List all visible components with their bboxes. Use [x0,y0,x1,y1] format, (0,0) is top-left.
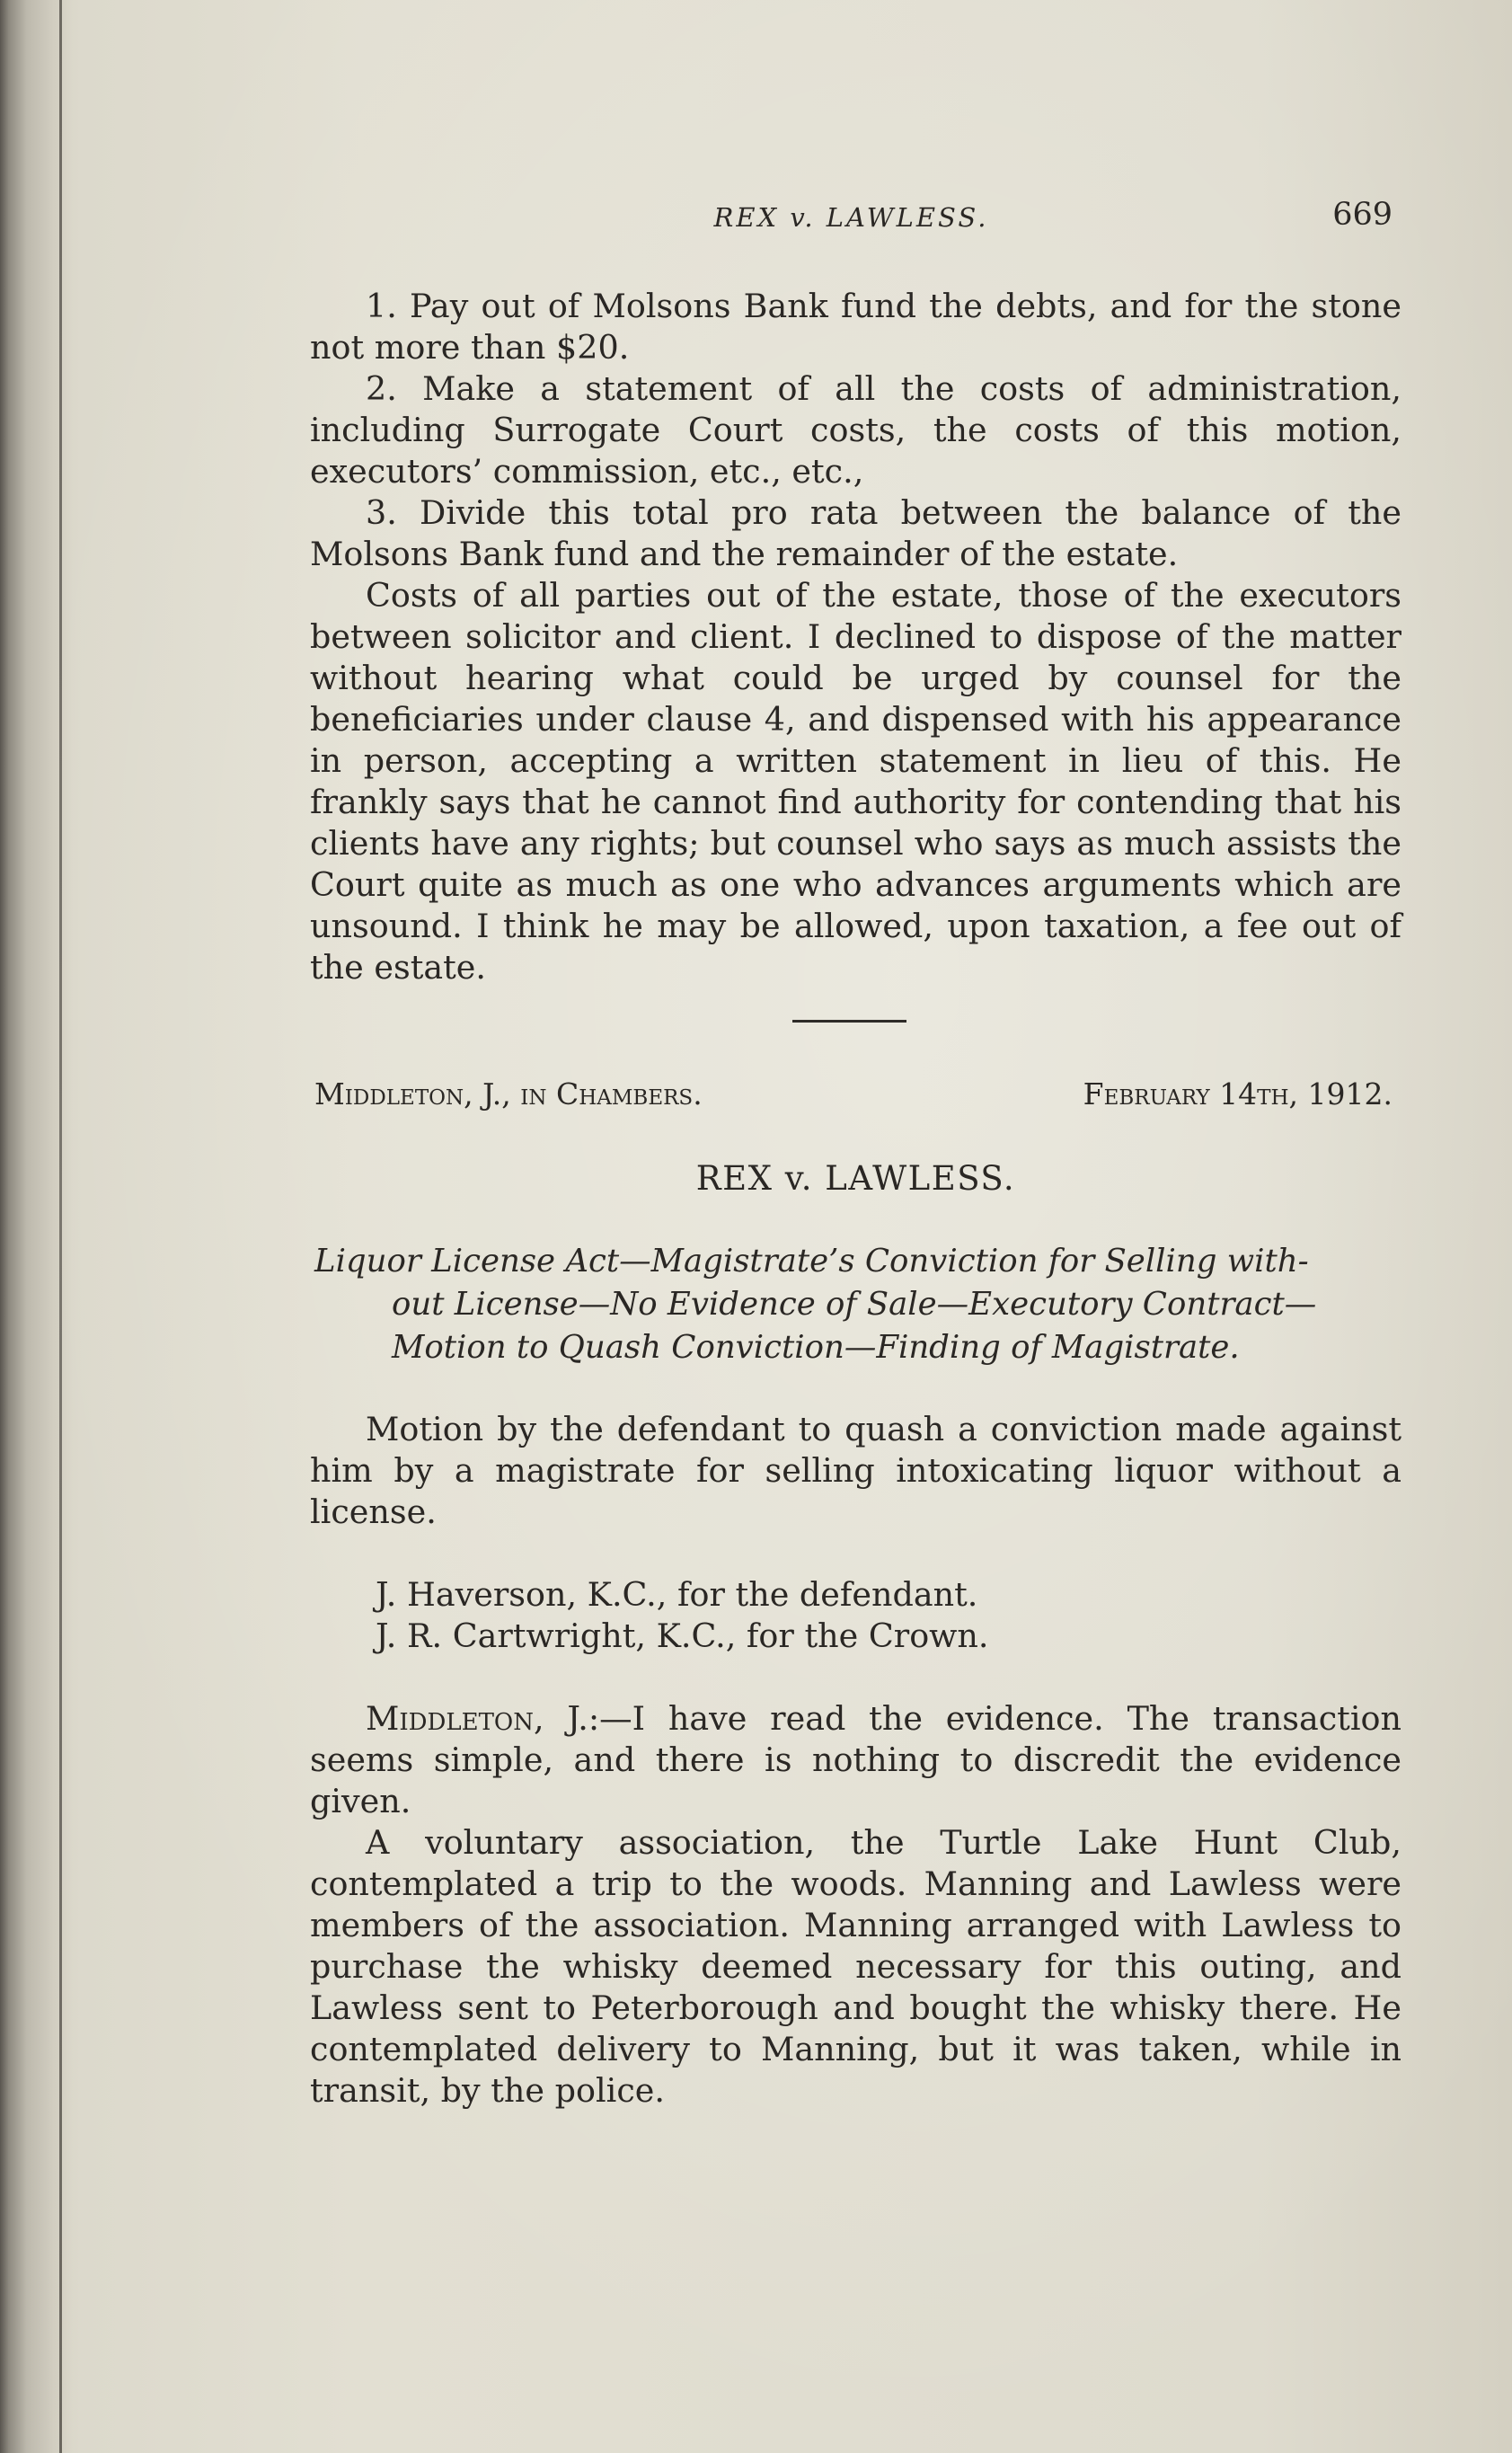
counsel-defendant: J. Haverson, K.C., for the defendant. [376,1575,978,1614]
headnote-line: Motion to Quash Conviction—Finding of Magistrate. [392,1329,1240,1366]
judgment-opening [310,1698,1401,1822]
judgment-opening-text: :—I have read the evidence. The transaction seems simple, and there is nothing to discredit the evidence given. [310,1699,1401,1820]
running-head [310,197,1393,247]
binding-edge [59,0,62,2453]
judge-name: Middleton, J. [366,1699,588,1738]
page-number: 669 [1332,197,1393,233]
costs-paragraph: Costs of all parties out of the estate, those of the executors between solicitor and client. I declined to dispose of the matter without hearing what could be urged by counsel for the beneficiaries under clause 4, and dispensed with his appearance in person, accepting a written statement in lieu of this. He frankly says that he cannot find authority for contending that his clients have any rights; but counsel who says as much assists the Court quite as much as one who advances arguments which are unsound. I think he may be allowed, upon taxation, a fee out of the estate. [310,576,1401,987]
judge-date-line [314,1076,1393,1121]
order-item-1: 1. Pay out of Molsons Bank fund the debts, and for the stone not more than $20. [310,287,1401,367]
headnote-line: out License—No Evidence of Sale—Executory Contract— [392,1286,1317,1323]
section-divider [792,1020,906,1023]
judgment-block [310,1698,1401,2112]
motion-paragraph: Motion by the defendant to quash a conviction made against him by a magistrate for selling intoxicating liquor without a license. [310,1410,1401,1531]
headnote [314,1240,1397,1369]
decision-date: February 14th, 1912. [1083,1076,1393,1111]
headnote-line: Liquor License Act—Magistrate’s Conviction for Selling with- [314,1243,1309,1280]
counsel-crown: J. R. Cartwright, K.C., for the Crown. [376,1616,989,1655]
motion-block [310,1409,1401,1533]
order-item-3: 3. Divide this total pro rata between the balance of the Molsons Bank fund and the remainder of the estate. [310,493,1401,573]
facts-paragraph: A voluntary association, the Turtle Lake Hunt Club, contemplated a trip to the woods. Manning and Lawless were members of the association. Manning arranged with Lawless to purchase the whisky deemed necessary for this outing, and Lawless sent to Peterborough and bought the whisky there. He contemplated delivery to Manning, but it was taken, while in transit, by the police. [310,1823,1401,2110]
order-item-2: 2. Make a statement of all the costs of administration, including Surrogate Court costs, the costs of this motion, executors’ commission, etc., etc., [310,369,1401,491]
case-title: REX v. LAWLESS. [695,1159,1016,1198]
previous-case-conclusion [310,286,1401,988]
judge-chambers: Middleton, J., in Chambers. [314,1076,703,1111]
counsel-list [376,1574,1400,1657]
running-head-title: REX v. LAWLESS. [713,202,989,233]
